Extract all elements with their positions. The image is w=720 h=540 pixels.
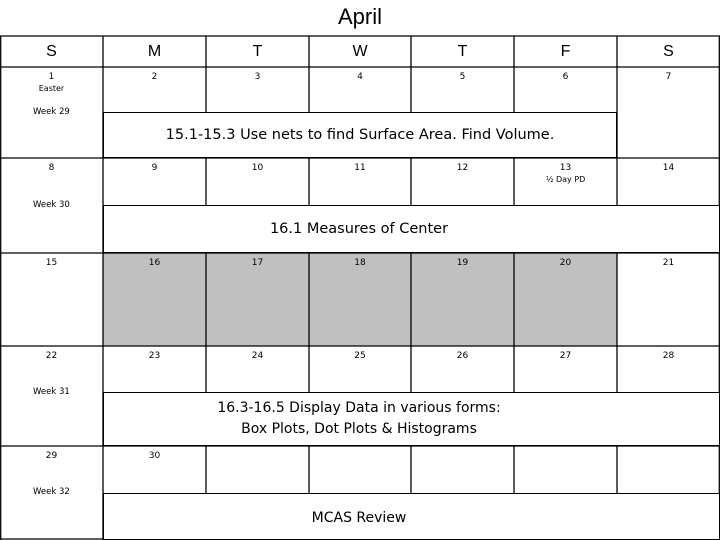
week-label-31: Week 31	[33, 387, 70, 397]
day-number: 20	[559, 258, 572, 268]
day-number: 16	[148, 258, 161, 268]
day-number: 22	[45, 351, 58, 361]
day-cell	[411, 346, 514, 376]
day-number: 14	[662, 163, 675, 173]
weekday-sat: S	[663, 42, 674, 60]
event-banner-week-31-line-1: 16.3-16.5 Display Data in various forms:	[217, 400, 501, 416]
day-number: 8	[48, 163, 55, 173]
day-number: 9	[151, 163, 158, 173]
day-number: 2	[151, 72, 158, 82]
day-cell	[617, 158, 720, 188]
event-banner-week-30: 16.1 Measures of Center	[103, 205, 720, 253]
day-cell	[0, 158, 103, 188]
day-number: 29	[45, 451, 58, 461]
day-cell	[514, 253, 617, 283]
day-cell	[103, 346, 206, 376]
day-number: 13	[559, 163, 572, 173]
day-note: Easter	[38, 84, 65, 93]
day-number: 1	[48, 72, 55, 82]
day-number: 4	[357, 72, 363, 82]
event-banner-week-32: MCAS Review	[103, 493, 720, 540]
day-cell	[309, 158, 411, 188]
day-number: 24	[251, 351, 264, 361]
day-number: 21	[662, 258, 675, 268]
day-cell	[309, 346, 411, 376]
event-banner-week-29: 15.1-15.3 Use nets to find Surface Area. Find Volume.	[103, 112, 617, 158]
day-number: 3	[254, 72, 261, 82]
weekday-wed: W	[352, 42, 368, 60]
day-number: 11	[354, 163, 366, 173]
day-number: 19	[456, 258, 469, 268]
day-cell	[0, 253, 103, 283]
day-cell	[103, 67, 206, 97]
day-cell	[206, 346, 309, 376]
month-title: April	[337, 4, 382, 29]
day-cell	[206, 253, 309, 283]
day-cell	[309, 67, 411, 97]
day-cell	[411, 158, 514, 188]
weekday-tue: T	[252, 42, 263, 60]
day-number: 12	[456, 163, 469, 173]
day-number: 17	[251, 258, 264, 268]
day-cell	[206, 67, 309, 97]
day-number: 28	[662, 351, 675, 361]
event-banner-week-31	[103, 392, 720, 446]
day-number: 25	[354, 351, 366, 361]
week-label-29: Week 29	[33, 107, 70, 117]
day-cell	[514, 158, 617, 188]
day-number: 18	[354, 258, 366, 268]
day-cell	[411, 67, 514, 97]
weekday-fri: F	[560, 42, 571, 60]
day-number: 10	[251, 163, 264, 173]
day-cell	[617, 253, 720, 283]
day-cell	[103, 446, 206, 476]
event-banner-week-31-line-2: Box Plots, Dot Plots & Histograms	[241, 421, 477, 437]
day-note: ½ Day PD	[545, 175, 586, 184]
day-cell	[617, 346, 720, 376]
day-cell	[514, 346, 617, 376]
day-number: 15	[45, 258, 58, 268]
day-number: 30	[148, 451, 161, 461]
day-cell	[514, 67, 617, 97]
weekday-sun: S	[46, 42, 57, 60]
day-cell	[103, 158, 206, 188]
week-label-30: Week 30	[33, 200, 70, 210]
day-cell	[411, 253, 514, 283]
day-cell	[0, 67, 103, 97]
day-cell	[206, 158, 309, 188]
weekday-mon: M	[147, 42, 162, 60]
day-cell	[103, 253, 206, 283]
day-cell	[0, 446, 103, 476]
weekday-thu: T	[457, 42, 468, 60]
day-number: 5	[459, 72, 466, 82]
week-label-32: Week 32	[33, 487, 70, 497]
day-cell	[617, 67, 720, 97]
day-cell	[309, 253, 411, 283]
day-number: 23	[148, 351, 161, 361]
day-number: 7	[665, 72, 672, 82]
day-number: 6	[562, 72, 569, 82]
day-number: 27	[559, 351, 572, 361]
day-cell	[0, 346, 103, 376]
day-number: 26	[456, 351, 469, 361]
